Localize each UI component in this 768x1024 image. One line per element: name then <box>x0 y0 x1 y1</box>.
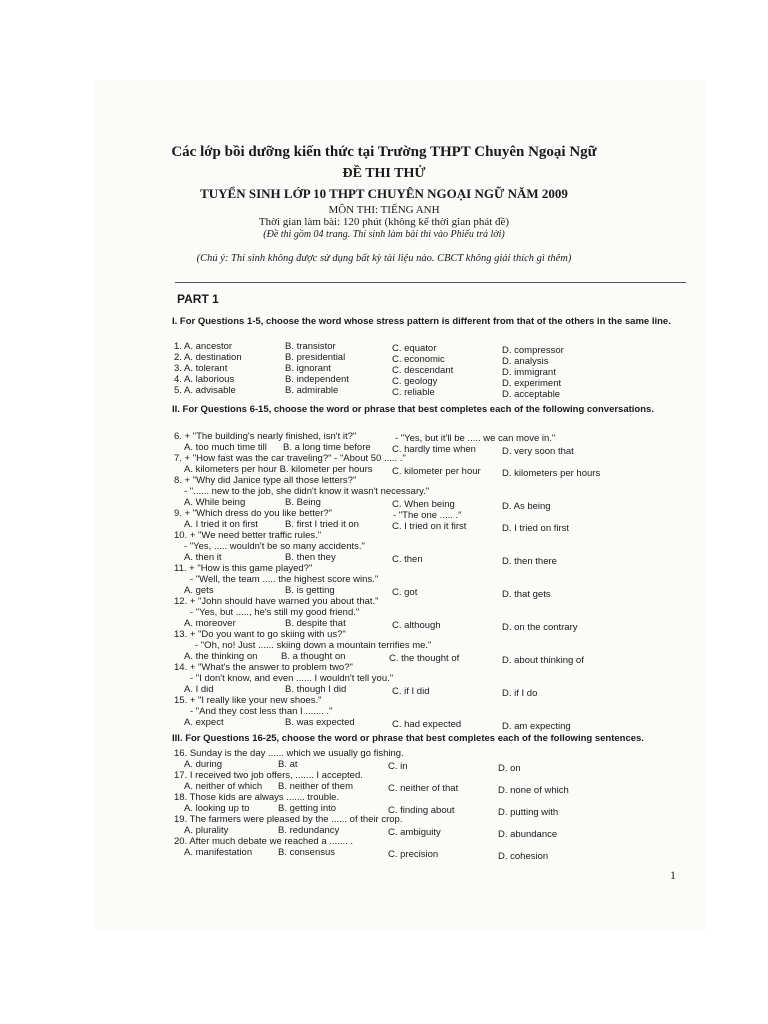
q2-option-c: C. economic <box>392 354 445 365</box>
q6-reply: - "Yes, but it'll be ..... we can move in." <box>395 433 556 444</box>
q7-option-c: C. kilometer per hour <box>392 466 481 477</box>
exam-subtitle: TUYỂN SINH LỚP 10 THPT CHUYÊN NGOẠI NGỮ NĂM 2009 <box>200 186 568 201</box>
q20-option-c: C. precision <box>388 849 439 860</box>
q19-option-a: A. plurality <box>184 825 229 836</box>
q11-option-b: B. is getting <box>285 585 335 596</box>
q1-option-d: D. compressor <box>502 345 564 356</box>
q8-option-a: A. While being <box>184 497 246 508</box>
q8-option-c: C. When being <box>392 499 455 510</box>
q3-option-d: D. immigrant <box>502 367 556 378</box>
q3-option-c: C. descendant <box>392 365 454 376</box>
q2-option-d: D. analysis <box>502 356 549 367</box>
q17-option-d: D. none of which <box>498 785 569 796</box>
q10-option-a: A. then it <box>184 552 222 563</box>
q11-option-d: D. that gets <box>502 589 551 600</box>
q6-option-b: B. a long time before <box>283 442 371 453</box>
q9-option-c: C. I tried on it first <box>392 521 467 532</box>
q14-option-d: D. if I do <box>502 688 538 699</box>
q5-option-b: B. admirable <box>285 385 339 396</box>
q7-option-d: D. kilometers per hours <box>502 468 601 479</box>
section3-instruction: III. For Questions 16-25, choose the word or phrase that best completes each of the following sentences. <box>172 733 644 744</box>
exam-title: ĐỀ THI THỬ <box>342 166 426 181</box>
q9-option-d: D. I tried on first <box>502 523 570 534</box>
q12-question: 12. + "John should have warned you about that." <box>174 596 379 607</box>
q15-option-c: C. had expected <box>392 719 462 730</box>
q16-option-b: B. at <box>278 759 298 770</box>
q12-reply: - "Yes, but ....., he's still my good friend." <box>190 607 360 618</box>
q18-option-a: A. looking up to <box>184 803 250 814</box>
school-heading: Các lớp bồi dưỡng kiến thức tại Trường THPT Chuyên Ngoại Ngữ <box>171 144 597 160</box>
q6-option-d: D. very soon that <box>502 446 574 457</box>
q10-reply: - "Yes, ..... wouldn't be so many accidents." <box>184 541 365 552</box>
q1-option-a: 1. A. ancestor <box>174 341 233 352</box>
exam-time: Thời gian làm bài: 120 phút (không kể thời gian phát đề) <box>258 216 510 228</box>
q14-question: 14. + "What's the answer to problem two?" <box>174 662 353 673</box>
q11-option-a: A. gets <box>184 585 214 596</box>
q12-option-c: C. although <box>392 620 441 631</box>
q17-option-a: A. neither of which <box>184 781 263 792</box>
q19-option-c: C. ambiguity <box>388 827 441 838</box>
q11-option-c: C. got <box>392 587 418 598</box>
q17-option-b: B. neither of them <box>278 781 353 792</box>
q2-option-b: B. presidential <box>285 352 346 363</box>
q12-option-a: A. moreover <box>184 618 236 629</box>
q13-option-d: D. about thinking of <box>502 655 584 666</box>
q17-option-c: C. neither of that <box>388 783 459 794</box>
section1-instruction: I. For Questions 1-5, choose the word whose stress pattern is different from that of the others in the same line. <box>172 316 671 327</box>
q16-option-c: C. in <box>388 761 408 772</box>
q4-option-b: B. independent <box>285 374 349 385</box>
q7-question: 7. + "How fast was the car traveling?" - "About 50 ..... ." <box>174 453 406 464</box>
q15-option-b: B. was expected <box>285 717 355 728</box>
q13-option-b: B. a thought on <box>281 651 346 662</box>
q14-reply: - "I don't know, and even ...... I wouldn't tell you." <box>190 673 394 684</box>
q3-option-b: B. ignorant <box>285 363 331 374</box>
exam-note: (Chú ý: Thí sinh không được sử dụng bất kỳ tài liệu nào. CBCT không giải thích gì thêm) <box>196 253 572 264</box>
exam-subject: MÔN THI: TIẾNG ANH <box>328 204 440 216</box>
q5-option-d: D. acceptable <box>502 389 561 400</box>
exam-pages-note: (Đề thi gồm 04 trang. Thí sinh làm bài thi vào Phiếu trả lời) <box>263 229 505 240</box>
q2-option-a: 2. A. destination <box>174 352 242 363</box>
q13-reply: - "Oh, no! Just ...... skiing down a mountain terrifies me." <box>195 640 432 651</box>
q14-option-c: C. if I did <box>392 686 430 697</box>
q19-option-b: B. redundancy <box>278 825 340 836</box>
q10-option-c: C. then <box>392 554 423 565</box>
q9-option-a: A. I tried it on first <box>184 519 258 530</box>
q12-option-d: D. on the contrary <box>502 622 578 633</box>
q20-option-a: A. manifestation <box>184 847 253 858</box>
q20-option-b: B. consensus <box>278 847 336 858</box>
part-title: PART 1 <box>177 292 219 306</box>
q1-option-c: C. equator <box>392 343 437 354</box>
q16-question: 16. Sunday is the day ...... which we usually go fishing. <box>174 748 404 759</box>
q7-option-ab: A. kilometers per hour B. kilometer per hours <box>184 464 373 475</box>
q6-question: 6. + "The building's nearly finished, isn't it?" <box>174 431 357 442</box>
q11-reply: - "Well, the team ..... the highest score wins." <box>190 574 379 585</box>
q15-question: 15. + "I really like your new shoes." <box>174 695 322 706</box>
q11-question: 11. + "How is this game played?" <box>174 563 313 574</box>
q14-option-b: B. though I did <box>285 684 347 695</box>
q19-option-d: D. abundance <box>498 829 558 840</box>
q3-option-a: 3. A. tolerant <box>174 363 228 374</box>
q4-option-a: 4. A. laborious <box>174 374 235 385</box>
header-divider <box>175 282 686 283</box>
q19-question: 19. The farmers were pleased by the ...... of their crop. <box>174 814 403 825</box>
q8-question: 8. + "Why did Janice type all those letters?" <box>174 475 357 486</box>
q20-question: 20. After much debate we reached a ....... . <box>174 836 354 847</box>
q8-reply: - "...... new to the job, she didn't know it wasn't necessary." <box>184 486 430 497</box>
q18-option-c: C. finding about <box>388 805 455 816</box>
q17-question: 17. I received two job offers, ....... I accepted. <box>174 770 363 781</box>
q18-question: 18. Those kids are always ....... trouble. <box>174 792 340 803</box>
q18-option-d: D. putting with <box>498 807 559 818</box>
q9-option-b: B. first I tried it on <box>285 519 359 530</box>
q20-option-d: D. cohesion <box>498 851 549 862</box>
q5-option-a: 5. A. advisable <box>174 385 236 396</box>
section2-instruction: II. For Questions 6-15, choose the word or phrase that best completes each of the following conversations. <box>172 404 654 415</box>
q18-option-b: B. getting into <box>278 803 337 814</box>
q4-option-d: D. experiment <box>502 378 562 389</box>
q9-question: 9. + "Which dress do you like better?" <box>174 508 333 519</box>
q14-option-a: A. I did <box>184 684 214 695</box>
q13-option-a: A. the thinking on <box>184 651 258 662</box>
q10-question: 10. + "We need better traffic rules." <box>174 530 322 541</box>
q15-reply: - "And they cost less than I ....... ." <box>190 706 333 717</box>
q13-option-c: C. the thought of <box>389 653 460 664</box>
q15-option-a: A. expect <box>184 717 224 728</box>
q13-question: 13. + "Do you want to go skiing with us?" <box>174 629 346 640</box>
q8-option-d: D. As being <box>502 501 551 512</box>
q6-option-c: C. hardly time when <box>392 444 476 455</box>
q6-option-a: A. too much time till <box>184 442 267 453</box>
q1-option-b: B. transistor <box>285 341 336 352</box>
q10-option-d: D. then there <box>502 556 557 567</box>
q15-option-d: D. am expecting <box>502 721 571 732</box>
q16-option-a: A. during <box>184 759 223 770</box>
q5-option-c: C. reliable <box>392 387 435 398</box>
q12-option-b: B. despite that <box>285 618 346 629</box>
q9-reply: - "The one ..... ." <box>393 510 462 521</box>
q16-option-d: D. on <box>498 763 521 774</box>
q4-option-c: C. geology <box>392 376 438 387</box>
q8-option-b: B. Being <box>285 497 321 508</box>
page-number: 1 <box>670 868 676 882</box>
q10-option-b: B. then they <box>285 552 336 563</box>
